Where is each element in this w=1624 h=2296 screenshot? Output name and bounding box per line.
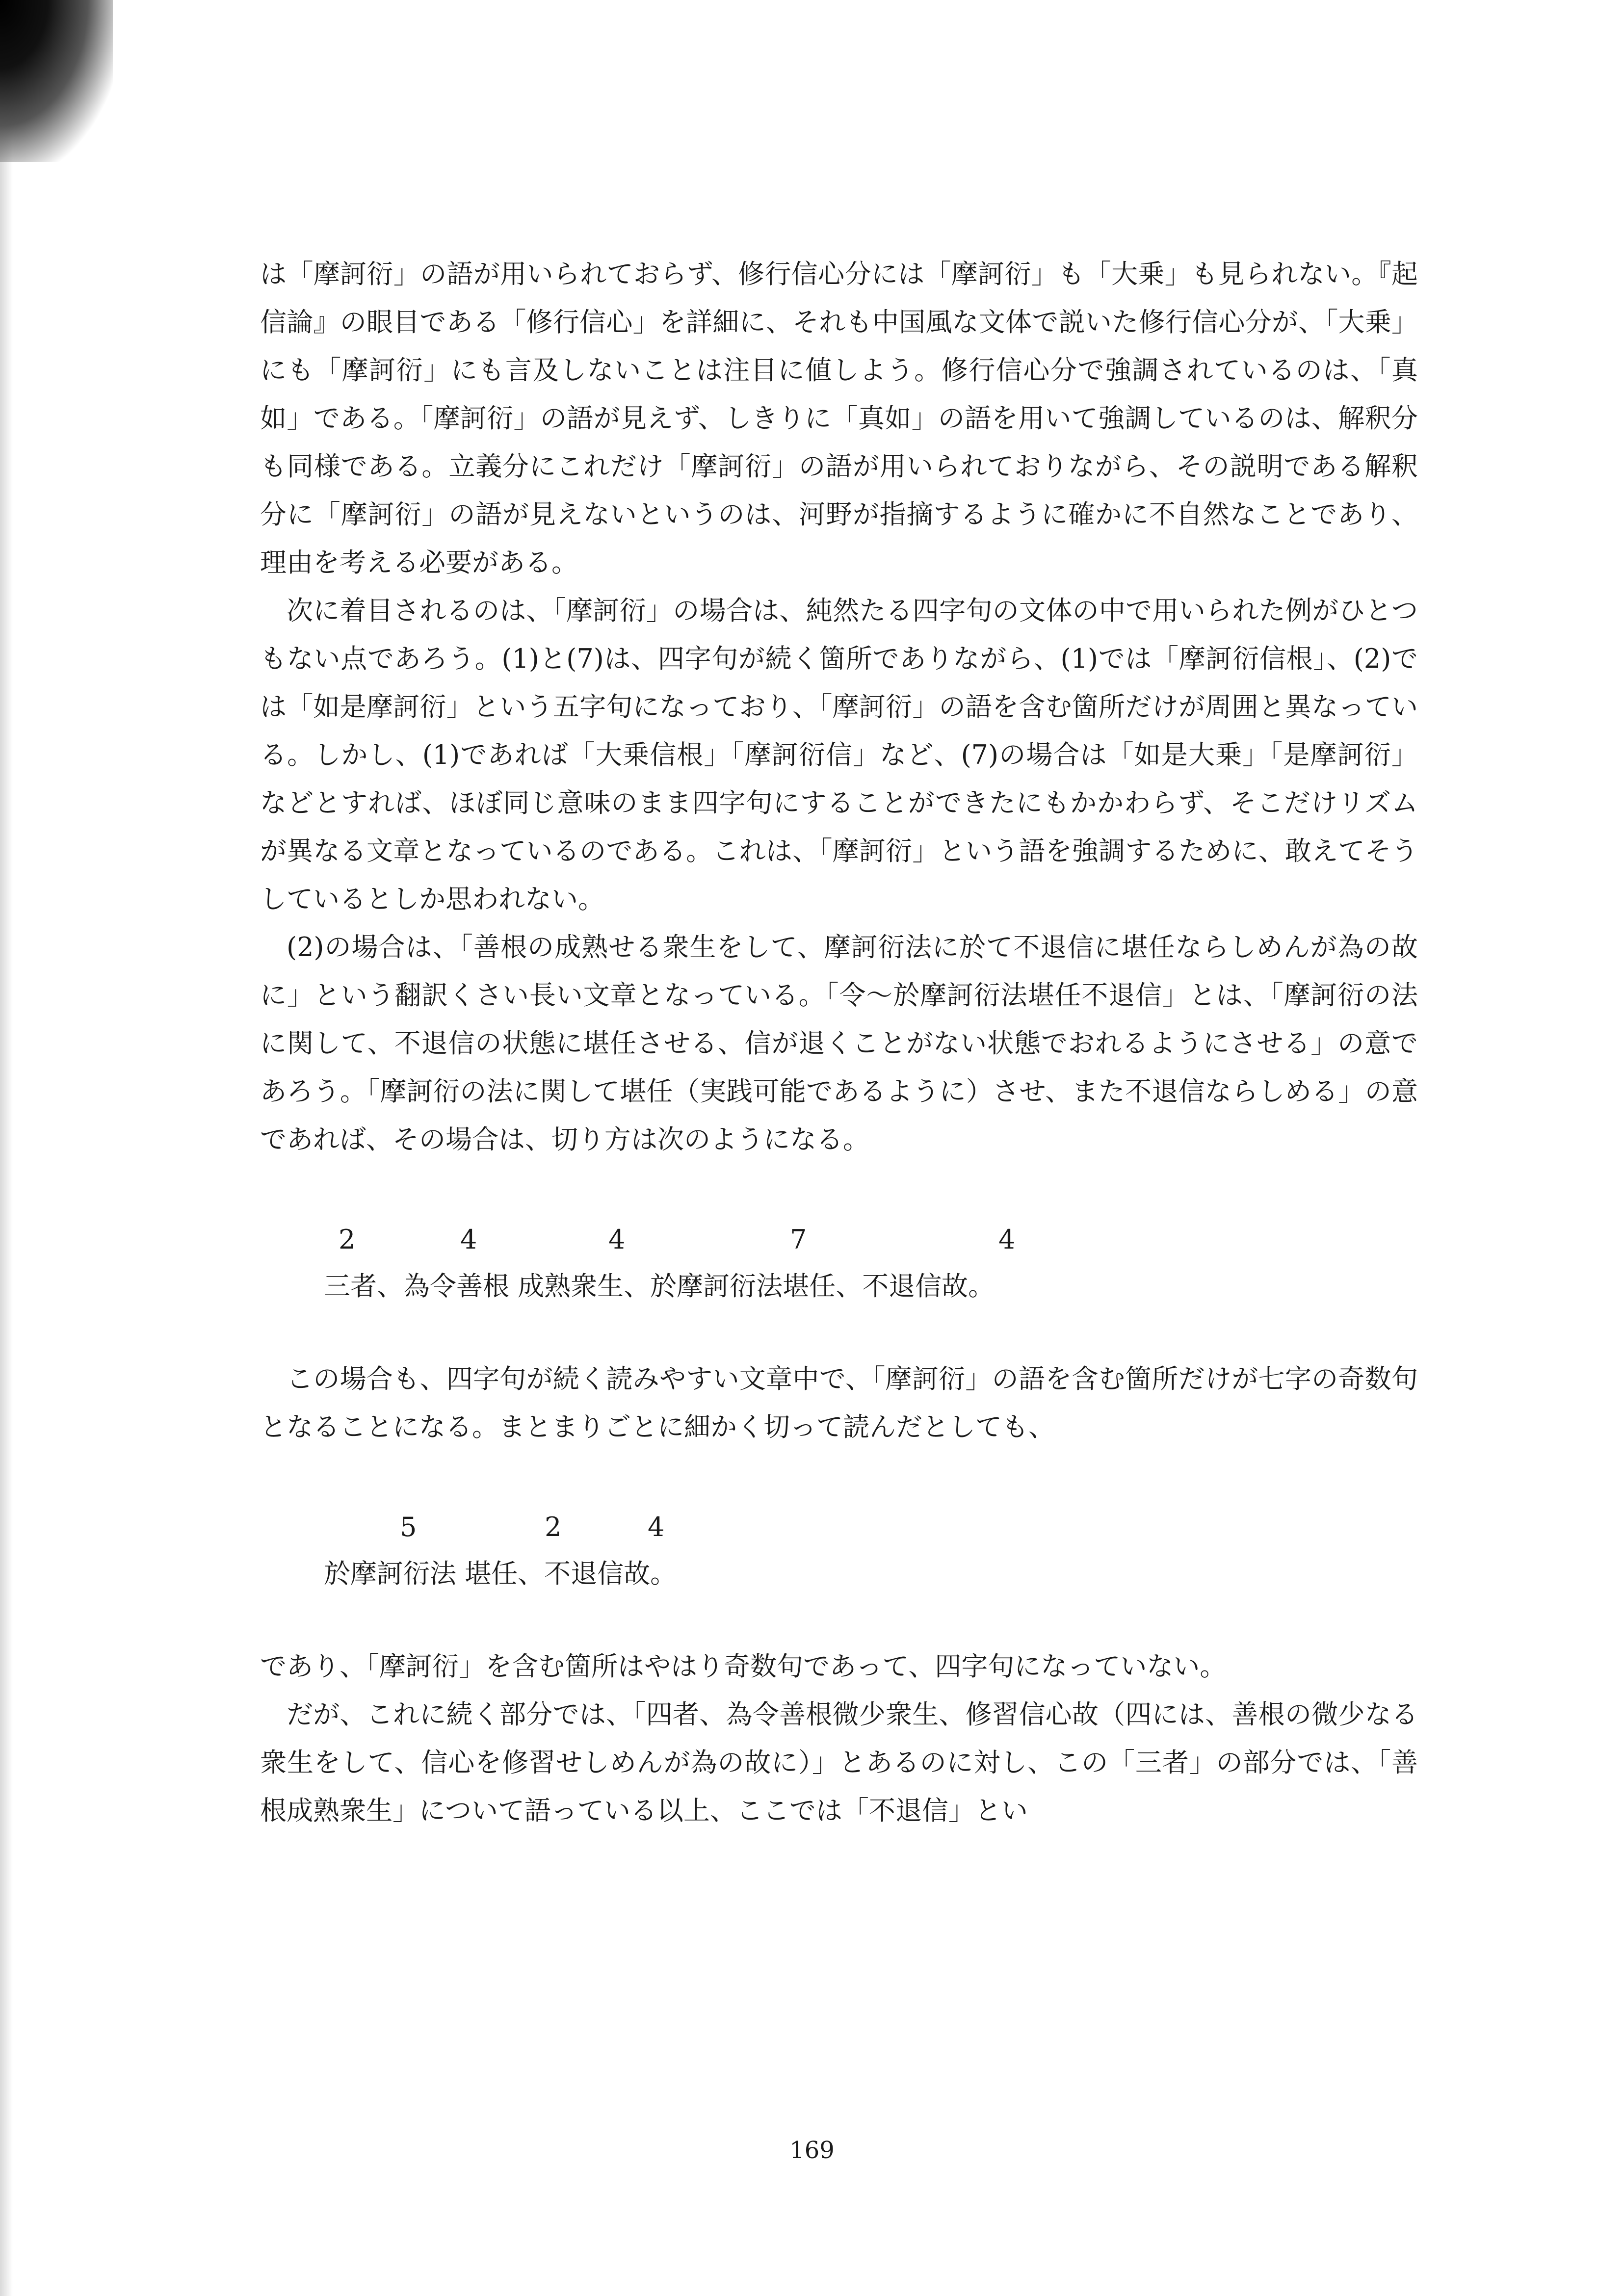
phrase-count-number: 2 — [339, 1224, 356, 1255]
paragraph-1: は「摩訶衍」の語が用いられておらず、修行信心分には「摩訶衍」も「大乗」も見られない。『起信論』の眼目である「修行信心」を詳細に、それも中国風な文体で説いた修行信心分が、「大乗」にも「摩訶衍」にも言及しないことは注目に値しよう。修行信心分で強調されているのは、「真如」である。「摩訶衍」の語が見えず、しきりに「真如」の語を用いて強調しているのは、解釈分も同様である。立義分にこれだけ「摩訶衍」の語が用いられておりながら、その説明である解釈分に「摩訶衍」の語が見えないというのは、河野が指摘するように確かに不自然なことであり、理由を考える必要がある。 — [260, 259, 1418, 578]
phrase-count-number: 7 — [790, 1224, 807, 1255]
spacer — [260, 1451, 1418, 1510]
spacer — [260, 1164, 1418, 1223]
phrase-count-number: 4 — [998, 1224, 1016, 1255]
phrase-count-number: 4 — [648, 1512, 665, 1542]
scan-edge-shadow — [0, 0, 13, 2296]
page-number: 169 — [789, 2137, 835, 2164]
phrase-count-number: 2 — [545, 1512, 562, 1542]
paragraph-4: この場合も、四字句が続く読みやすい文章中で、「摩訶衍」の語を含む箇所だけが七字の奇数句となることになる。まとまりごとに細かく切って読んだとしても、 — [260, 1363, 1418, 1442]
phrase-count-number: 5 — [400, 1512, 417, 1542]
phrase-count-example-2 — [324, 1510, 1418, 1608]
page-body — [260, 250, 1418, 1835]
phrase-count-number: 4 — [460, 1224, 477, 1255]
paragraph-3: (2)の場合は、「善根の成熟せる衆生をして、摩訶衍法に於て不退信に堪任ならしめんが為の故に」という翻訳くさい長い文章となっている。「令～於摩訶衍法堪任不退信」とは、「摩訶衍の法に関して、不退信の状態に堪任させる、信が退くことがない状態でおれるようにさせる」の意であろう。「摩訶衍の法に関して堪任（実践可能であるように）させ、また不退信ならしめる」の意であれば、その場合は、切り方は次のようになる。 — [260, 932, 1418, 1155]
paragraph-2: 次に着目されるのは、「摩訶衍」の場合は、純然たる四字句の文体の中で用いられた例がひとつもない点であろう。(1)と(7)は、四字句が続く箇所でありながら、(1)では「摩訶衍信根」、(2)では「如是摩訶衍」という五字句になっており、「摩訶衍」の語を含む箇所だけが周囲と異なっている。しかし、(1)であれば「大乗信根」「摩訶衍信」など、(7)の場合は「如是大乗」「是摩訶衍」などとすれば、ほぼ同じ意味のまま四字句にすることができたにもかかわらず、そこだけリズムが異なる文章となっているのである。これは、「摩訶衍」という語を強調するために、敢えてそうしているとしか思われない。 — [260, 595, 1418, 914]
paragraph-5: であり、「摩訶衍」を含む箇所はやはり奇数句であって、四字句になっていない。 — [260, 1651, 1227, 1682]
phrase-count-number: 4 — [608, 1224, 626, 1255]
phrase-text: 三者、為令善根 成熟衆生、於摩訶衍法堪任、不退信故。 — [324, 1271, 995, 1302]
scan-corner-shadow — [0, 0, 113, 162]
phrase-text: 於摩訶衍法 堪任、不退信故。 — [324, 1558, 677, 1589]
spacer — [260, 1321, 1418, 1355]
spacer — [260, 1608, 1418, 1643]
paragraph-6: だが、これに続く部分では、「四者、為令善根微少衆生、修習信心故（四には、善根の微少なる衆生をして、信心を修習せしめんが為の故に）」とあるのに対し、この「三者」の部分では、「善根成熟衆生」について語っている以上、ここでは「不退信」とい — [260, 1699, 1418, 1826]
phrase-count-example-1 — [324, 1223, 1418, 1321]
